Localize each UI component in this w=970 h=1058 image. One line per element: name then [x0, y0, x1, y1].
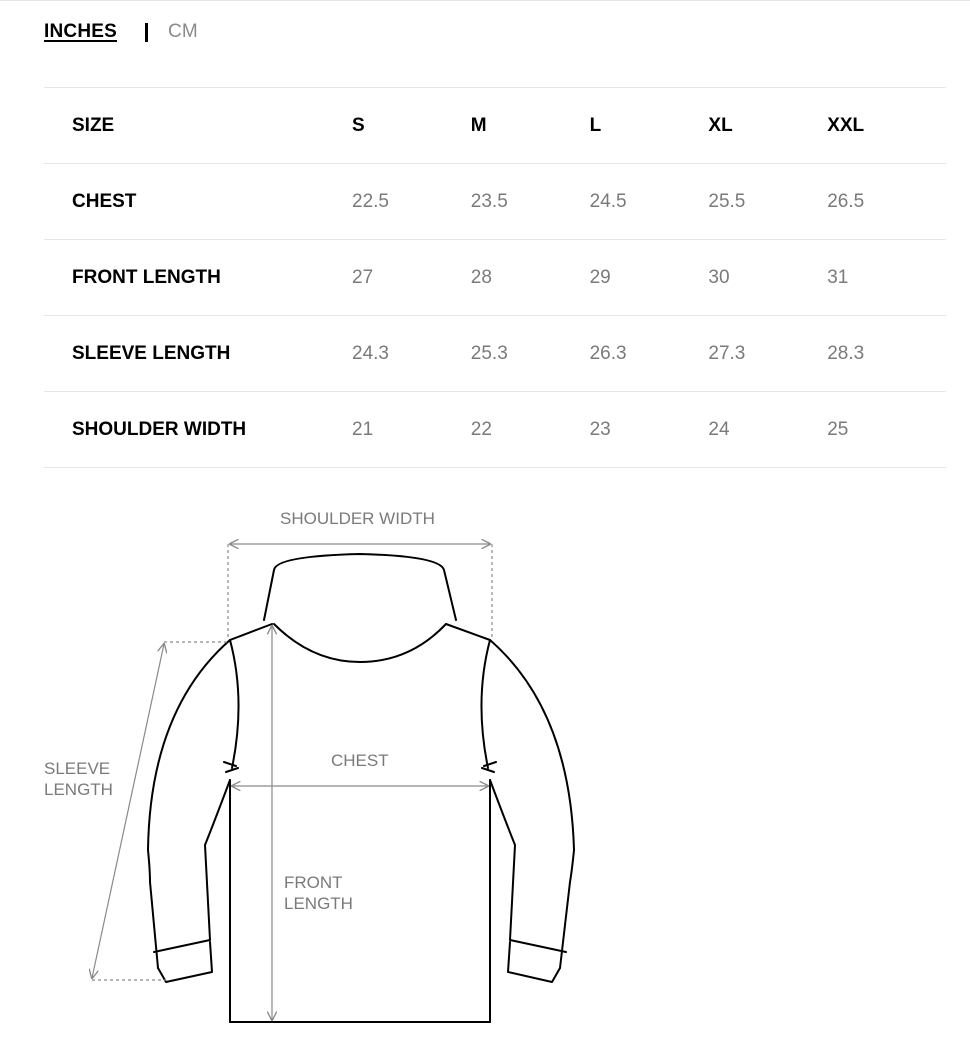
header-size-m: M [470, 114, 487, 136]
table-cell: 25 [827, 418, 849, 440]
header-size-l: L [589, 114, 602, 136]
top-divider [0, 0, 970, 1]
unit-toggle [44, 19, 198, 45]
table-cell: 29 [589, 266, 611, 288]
unit-tab-cm[interactable]: CM [168, 21, 198, 42]
table-cell: 26.5 [827, 190, 865, 212]
table-row [44, 240, 946, 316]
header-size-xl: XL [708, 114, 733, 136]
unit-tab-inches[interactable]: INCHES [44, 21, 117, 42]
measurement-diagram [0, 490, 620, 1050]
table-cell: 24.3 [352, 342, 389, 364]
table-cell: 26.3 [589, 342, 627, 364]
table-cell: 24 [708, 418, 730, 440]
table-cell: 21 [352, 418, 374, 440]
row-label-shoulder-width: SHOULDER WIDTH [72, 418, 247, 440]
table-cell: 28.3 [827, 342, 865, 364]
table-cell: 24.5 [589, 190, 627, 212]
table-cell: 28 [470, 266, 492, 288]
row-label-chest: CHEST [72, 190, 137, 212]
header-size-label: SIZE [72, 114, 115, 136]
unit-separator [145, 23, 148, 42]
shoulder-width-label: SHOULDER WIDTH [280, 509, 435, 528]
chest-label: CHEST [331, 751, 389, 770]
header-size-s: S [352, 114, 365, 136]
table-header-row [44, 88, 946, 164]
sleeve-length-label: SLEEVE LENGTH [44, 759, 113, 799]
table-cell: 25.3 [470, 342, 508, 364]
table-row [44, 164, 946, 240]
row-label-front-length: FRONT LENGTH [72, 266, 221, 288]
table-cell: 23 [589, 418, 611, 440]
table-cell: 30 [708, 266, 730, 288]
row-label-sleeve-length: SLEEVE LENGTH [72, 342, 231, 364]
header-size-xxl: XXL [827, 114, 865, 136]
table-cell: 22.5 [352, 190, 389, 212]
table-cell: 22 [470, 418, 492, 440]
table-cell: 23.5 [470, 190, 508, 212]
front-length-label: FRONT LENGTH [284, 873, 353, 913]
table-cell: 31 [827, 266, 849, 288]
table-row [44, 316, 946, 392]
table-cell: 25.5 [708, 190, 746, 212]
size-chart-table [44, 87, 946, 468]
table-row [44, 392, 946, 468]
table-cell: 27.3 [708, 342, 746, 364]
table-cell: 27 [352, 266, 374, 288]
